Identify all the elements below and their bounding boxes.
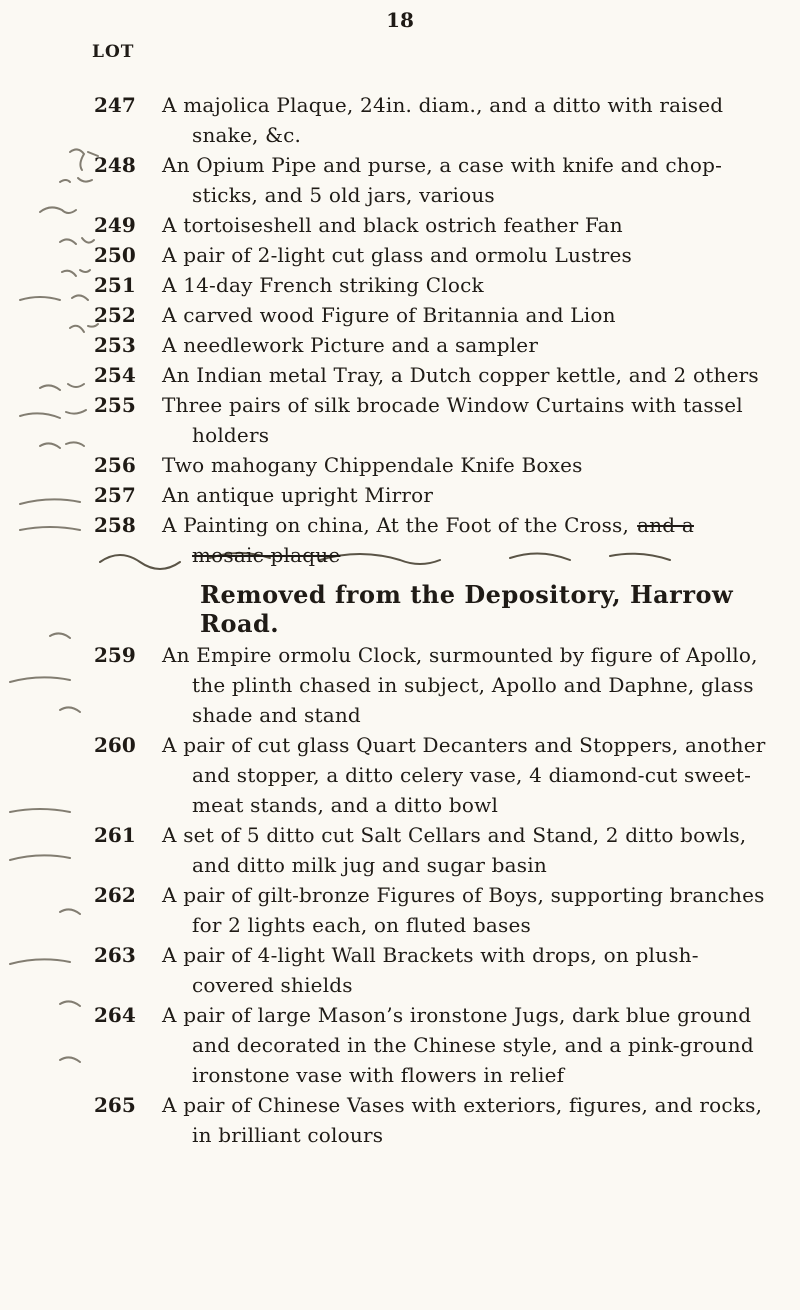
lot-number: 260 bbox=[94, 733, 136, 757]
lot-number: 265 bbox=[94, 1093, 136, 1117]
lot-description-line: A majolica Plaque, 24in. diam., and a ditto with raised bbox=[162, 93, 724, 117]
lot-description-line: in brilliant colours bbox=[192, 1123, 384, 1147]
lot-description-line: Three pairs of silk brocade Window Curtains with tassel bbox=[162, 393, 743, 417]
lot-description-line: A needlework Picture and a sampler bbox=[162, 333, 539, 357]
lot-description bbox=[162, 330, 782, 360]
lot-description-line: holders bbox=[192, 423, 270, 447]
lot-description-line: A pair of Chinese Vases with exteriors, figures, and rocks, bbox=[162, 1093, 763, 1117]
lot-description bbox=[162, 390, 782, 450]
lot-number: 249 bbox=[94, 213, 136, 237]
lot-description-line: An Empire ormolu Clock, surmounted by figure of Apollo, bbox=[162, 643, 758, 667]
lot-number: 256 bbox=[94, 453, 136, 477]
lot-description-line: A pair of gilt-bronze Figures of Boys, supporting branches bbox=[162, 883, 765, 907]
lot-number: 257 bbox=[94, 483, 136, 507]
lot-description bbox=[162, 640, 782, 730]
lot-description bbox=[162, 1090, 782, 1150]
lot-description bbox=[162, 150, 782, 210]
lot-number: 263 bbox=[94, 943, 136, 967]
lot-description bbox=[162, 880, 782, 940]
lot-number: 255 bbox=[94, 393, 136, 417]
struck-text: mosaic plaque bbox=[192, 543, 341, 567]
lot-description-line: An antique upright Mirror bbox=[162, 483, 434, 507]
lot-description-line: An Indian metal Tray, a Dutch copper kettle, and 2 others bbox=[162, 363, 759, 387]
lot-number: 250 bbox=[94, 243, 136, 267]
page-number: 18 bbox=[386, 8, 414, 32]
lot-description bbox=[162, 240, 782, 270]
lot-description bbox=[162, 510, 782, 570]
lot-description-line: A pair of 4-light Wall Brackets with drops, on plush- bbox=[162, 943, 699, 967]
lot-description bbox=[162, 940, 782, 1000]
removed-from-depository-notice: Removed from the Depository, Harrow Road. bbox=[200, 580, 734, 638]
lot-description-line: snake, &c. bbox=[192, 123, 302, 147]
lot-description bbox=[162, 480, 782, 510]
lot-description-line: A Painting on china, At the Foot of the Cross, bbox=[162, 513, 630, 537]
lot-number: 251 bbox=[94, 273, 136, 297]
lot-description-line: and ditto milk jug and sugar basin bbox=[192, 853, 547, 877]
lot-description bbox=[162, 820, 782, 880]
lot-description-line: and stopper, a ditto celery vase, 4 diamond-cut sweet- bbox=[192, 763, 752, 787]
lot-description-line: Two mahogany Chippendale Knife Boxes bbox=[162, 453, 583, 477]
lot-description bbox=[162, 210, 782, 240]
lot-description-line: for 2 lights each, on fluted bases bbox=[192, 913, 532, 937]
lot-description bbox=[162, 270, 782, 300]
lot-description-line: A pair of cut glass Quart Decanters and Stoppers, another bbox=[162, 733, 766, 757]
lot-description-line: A tortoiseshell and black ostrich feather Fan bbox=[162, 213, 623, 237]
lot-number: 252 bbox=[94, 303, 136, 327]
lot-description-line: A set of 5 ditto cut Salt Cellars and Stand, 2 ditto bowls, bbox=[162, 823, 747, 847]
lot-number: 258 bbox=[94, 513, 136, 537]
lot-description-line: A pair of large Mason’s ironstone Jugs, dark blue ground bbox=[162, 1003, 752, 1027]
lot-description bbox=[162, 1000, 782, 1090]
lot-number: 253 bbox=[94, 333, 136, 357]
lot-number: 264 bbox=[94, 1003, 136, 1027]
lot-description bbox=[162, 300, 782, 330]
lot-number: 261 bbox=[94, 823, 136, 847]
lot-description bbox=[162, 90, 782, 150]
lot-column-header: LOT bbox=[92, 42, 135, 62]
lot-description-line: A pair of 2-light cut glass and ormolu Lustres bbox=[162, 243, 633, 267]
lot-description-line: A carved wood Figure of Britannia and Lion bbox=[162, 303, 616, 327]
lot-number: 254 bbox=[94, 363, 136, 387]
lot-description bbox=[162, 730, 782, 820]
lot-description-line: sticks, and 5 old jars, various bbox=[192, 183, 495, 207]
lot-description bbox=[162, 450, 782, 480]
lot-number: 247 bbox=[94, 93, 136, 117]
lot-number: 248 bbox=[94, 153, 136, 177]
lot-description-line: shade and stand bbox=[192, 703, 361, 727]
lot-description bbox=[162, 360, 782, 390]
lot-number: 259 bbox=[94, 643, 136, 667]
lot-description-line: meat stands, and a ditto bowl bbox=[192, 793, 499, 817]
lot-description-line: the plinth chased in subject, Apollo and Daphne, glass bbox=[192, 673, 754, 697]
struck-text: and a bbox=[637, 513, 694, 537]
lot-description-line: and decorated in the Chinese style, and a pink-ground bbox=[192, 1033, 754, 1057]
lot-description-line: covered shields bbox=[192, 973, 353, 997]
lot-description-line: ironstone vase with flowers in relief bbox=[192, 1063, 565, 1087]
lot-description-line: A 14-day French striking Clock bbox=[162, 273, 484, 297]
lot-description-line: An Opium Pipe and purse, a case with knife and chop- bbox=[162, 153, 723, 177]
lot-number: 262 bbox=[94, 883, 136, 907]
